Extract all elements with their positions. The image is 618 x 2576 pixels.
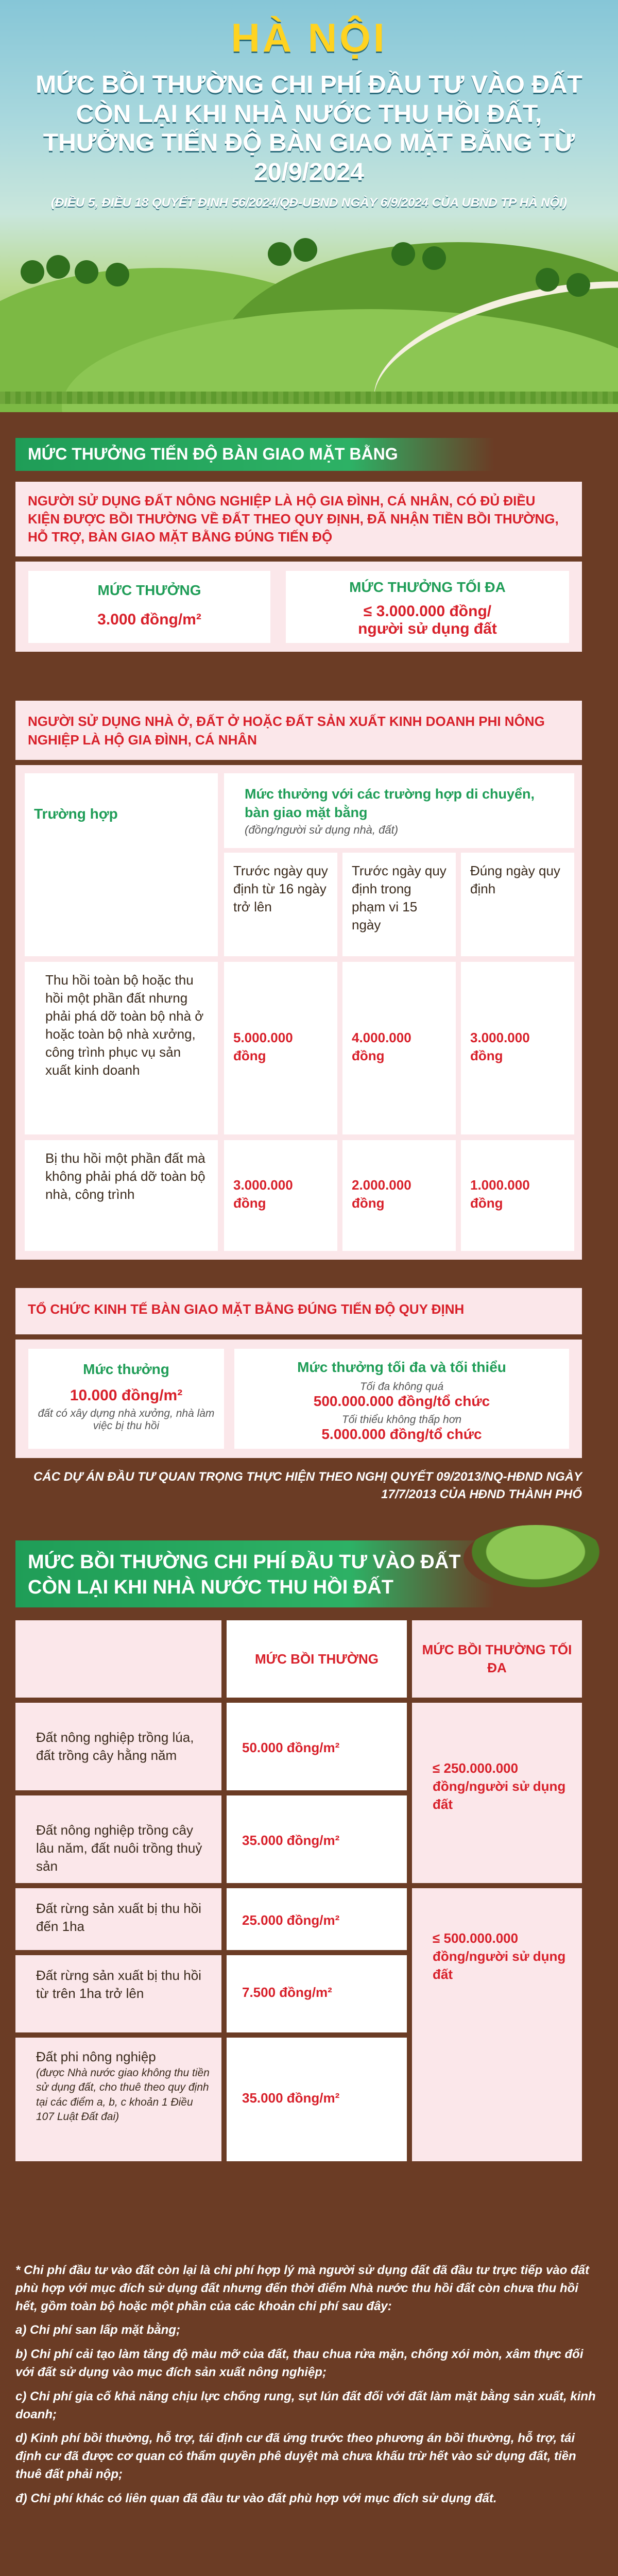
agri-reward-label: MỨC THƯỞNG (97, 582, 201, 598)
case-cell: Thu hồi toàn bộ hoặc thu hồi một phần đất nhưng phải phá dỡ toàn bộ nhà ở hoặc toàn bộ nhà xưởng, công trình phục vụ sản xuất kinh doanh (25, 962, 218, 1134)
org-max-value: 500.000.000 đồng/tổ chức (313, 1393, 490, 1409)
reward-value-cell: 2.000.000 đồng (342, 1140, 456, 1251)
agri-reward-card (28, 571, 270, 643)
tree-icon (21, 260, 44, 284)
footnote-item: c) Chi phí gia cố khả năng chịu lực chống rung, sụt lún đất đối với đất làm mặt bằng sản xuất, kinh doanh; (15, 2389, 596, 2421)
tree-icon (391, 242, 415, 266)
land-type-cell (15, 2038, 221, 2161)
footnote-item: a) Chi phí san lấp mặt bằng; (15, 2323, 181, 2337)
max-value-cell: ≤ 250.000.000 đồng/người sử dụng đất (412, 1703, 582, 1883)
timing-column-header: Trước ngày quy định từ 16 ngày trở lên (224, 853, 337, 956)
footnote-intro: * Chi phí đầu tư vào đất còn lại là chi phí hợp lý mà người sử dụng đất đã đầu tư trực tiếp vào đất phù hợp với mục đích sử dụng đất nhưng đến thời điểm Nhà nước thu hồi đất còn chưa thu hồi hết, gồm toàn bộ hoặc một phần của các khoản chi phí sau đây: (15, 2263, 589, 2313)
compensation-value-cell: 35.000 đồng/m² (227, 2038, 407, 2161)
main-title (0, 71, 618, 188)
agri-max-value: ≤ 3.000.000 đồng/ (363, 603, 492, 620)
tree-icon (536, 268, 559, 292)
org-reward-card: Mức thưởng 10.000 đồng/m² đất có xây dựng nhà xưởng, nhà làm việc bị thu hồi (28, 1349, 224, 1449)
case-cell: Bị thu hồi một phần đất mà không phải phá dỡ toàn bộ nhà, công trình (25, 1140, 218, 1251)
main-title-line: CÒN LẠI KHI NHÀ NƯỚC THU HỒI ĐẤT, (76, 100, 542, 128)
reward-column-header: Mức thưởng với các trường hợp di chuyển, bàn giao mặt bằng (đồng/người sử dụng nhà, đất) (224, 773, 574, 848)
turf-patch-illustration (464, 1525, 608, 1592)
section-banner-reward: MỨC THƯỞNG TIẾN ĐỘ BÀN GIAO MẶT BẰNG (15, 438, 494, 471)
footnotes (15, 2262, 603, 2514)
tree-icon (46, 255, 70, 279)
tree-icon (106, 263, 129, 286)
reward-value-cell: 3.000.000 đồng (224, 1140, 337, 1251)
max-column-header: MỨC BỒI THƯỜNG TỐI ĐA (412, 1620, 582, 1698)
tree-icon (566, 273, 590, 297)
banner-line: MỨC BỒI THƯỜNG CHI PHÍ ĐẦU TƯ VÀO ĐẤT (28, 1551, 461, 1573)
hero-title-block (0, 14, 618, 210)
land-column-header (15, 1620, 221, 1698)
compensation-value-cell: 25.000 đồng/m² (227, 1888, 407, 1950)
timing-column-header: Trước ngày quy định trong phạm vi 15 ngày (342, 853, 456, 956)
reward-value-cell: 4.000.000 đồng (342, 962, 456, 1134)
main-title-line: THƯỞNG TIẾN ĐỘ BÀN GIAO MẶT BẰNG TỪ 20/9/2024 (43, 129, 575, 186)
agri-reward-panel (15, 562, 582, 652)
timing-column-header: Đúng ngày quy định (461, 853, 574, 956)
agri-max-card (286, 571, 569, 643)
land-type-cell: Đất nông nghiệp trồng cây lâu năm, đất nuôi trồng thuỷ sản (15, 1795, 221, 1883)
section-banner-compensation (15, 1540, 494, 1607)
footnote-item: d) Kinh phí bồi thường, hỗ trợ, tái định cư đã ứng trước theo phương án bồi thường, hỗ trợ, tái định cư đã được cơ quan có thẩm quyền phê duyệt mà chưa khấu trừ hết vào sử dụng đất, tiền thuê đất phải nộp; (15, 2431, 576, 2481)
org-min-value: 5.000.000 đồng/tổ chức (321, 1426, 482, 1442)
agri-max-label: MỨC THƯỞNG TỐI ĐA (349, 579, 506, 595)
compensation-value-cell: 7.500 đồng/m² (227, 1955, 407, 2032)
reward-value-cell: 1.000.000 đồng (461, 1140, 574, 1251)
org-heading: TỔ CHỨC KINH TẾ BÀN GIAO MẶT BẰNG ĐÚNG TIẾN ĐỘ QUY ĐỊNH (28, 1301, 465, 1317)
max-value-cell: ≤ 500.000.000 đồng/người sử dụng đất (412, 1888, 582, 2161)
org-reward-panel (15, 1340, 582, 1458)
land-type-cell: Đất rừng sản xuất bị thu hồi từ trên 1ha trở lên (15, 1955, 221, 2032)
land-type-note: (được Nhà nước giao không thu tiền sử dụng đất, cho thuê theo quy định tại các điểm a, b, c khoản 1 Điều 107 Luật Đất đai) (36, 2067, 210, 2123)
case-column-header: Trường hợp (25, 773, 218, 956)
agri-reward-value: 3.000 đồng/m² (97, 611, 201, 628)
land-type-cell: Đất rừng sản xuất bị thu hồi đến 1ha (15, 1888, 221, 1950)
compensation-value-cell: 35.000 đồng/m² (227, 1795, 407, 1883)
agri-land-heading-box (15, 482, 582, 556)
housing-table (15, 765, 582, 1260)
tree-icon (422, 246, 446, 270)
reward-column-header: MỨC BỒI THƯỜNG (227, 1620, 407, 1698)
projects-note: CÁC DỰ ÁN ĐẦU TƯ QUAN TRỌNG THỰC HIỆN THEO NGHỊ QUYẾT 09/2013/NQ-HĐND NGÀY 17/7/2013 CỦA HĐND THÀNH PHỐ (33, 1470, 582, 1501)
compensation-value-cell: 50.000 đồng/m² (227, 1703, 407, 1790)
agri-max-value-suffix: người sử dụng đất (358, 620, 497, 637)
footnote-item: b) Chi phí cải tạo làm tăng độ màu mỡ của đất, thau chua rửa mặn, chống xói mòn, xâm thực đối với đất sử dụng vào mục đích sản xuất nông nghiệp; (15, 2347, 583, 2379)
legal-reference: (ĐIỀU 5, ĐIỀU 18 QUYẾT ĐỊNH 56/2024/QĐ-UBND NGÀY 6/9/2024 CỦA UBND TP HÀ NỘI) (50, 195, 567, 210)
org-heading-box (15, 1288, 582, 1334)
org-minmax-card: Mức thưởng tối đa và tối thiểu Tối đa không quá 500.000.000 đồng/tổ chức Tối thiểu không thấp hơn 5.000.000 đồng/tổ chức (234, 1349, 569, 1449)
housing-heading: NGƯỜI SỬ DỤNG NHÀ Ở, ĐẤT Ở HOẶC ĐẤT SẢN XUẤT KINH DOANH PHI NÔNG NGHIỆP LÀ HỘ GIA ĐÌNH, CÁ NHÂN (28, 714, 545, 748)
main-title-line: MỨC BỒI THƯỜNG CHI PHÍ ĐẦU TƯ VÀO ĐẤT (36, 71, 582, 98)
land-type-cell: Đất nông nghiệp trồng lúa, đất trồng cây hằng năm (15, 1703, 221, 1790)
reward-value-cell: 3.000.000 đồng (461, 962, 574, 1134)
tree-icon (294, 238, 317, 262)
org-reward-value: 10.000 đồng/m² (70, 1387, 183, 1404)
banner-line: CÒN LẠI KHI NHÀ NƯỚC THU HỒI ĐẤT (28, 1577, 393, 1599)
housing-heading-box (15, 701, 582, 760)
footnote-item: đ) Chi phí khác có liên quan đã đầu tư vào đất phù hợp với mục đích sử dụng đất. (15, 2491, 497, 2505)
tree-icon (75, 260, 98, 284)
hero-header (0, 0, 618, 412)
compensation-table (15, 1620, 582, 2259)
agri-land-heading: NGƯỜI SỬ DỤNG ĐẤT NÔNG NGHIỆP LÀ HỘ GIA ĐÌNH, CÁ NHÂN, CÓ ĐỦ ĐIỀU KIỆN ĐƯỢC BỒI THƯỜNG VỀ ĐẤT THEO QUY ĐỊNH, ĐÃ NHẬN TIỀN BỒI THƯỜNG, HỖ TRỢ, BÀN GIAO MẶT BẰNG ĐÚNG TIẾN ĐỘ (28, 493, 559, 545)
city-title: HÀ NỘI (231, 15, 387, 60)
grass-divider (0, 392, 618, 404)
reward-value-cell: 5.000.000 đồng (224, 962, 337, 1134)
tree-icon (268, 242, 291, 266)
land-type-label: Đất phi nông nghiệp (36, 2049, 156, 2064)
